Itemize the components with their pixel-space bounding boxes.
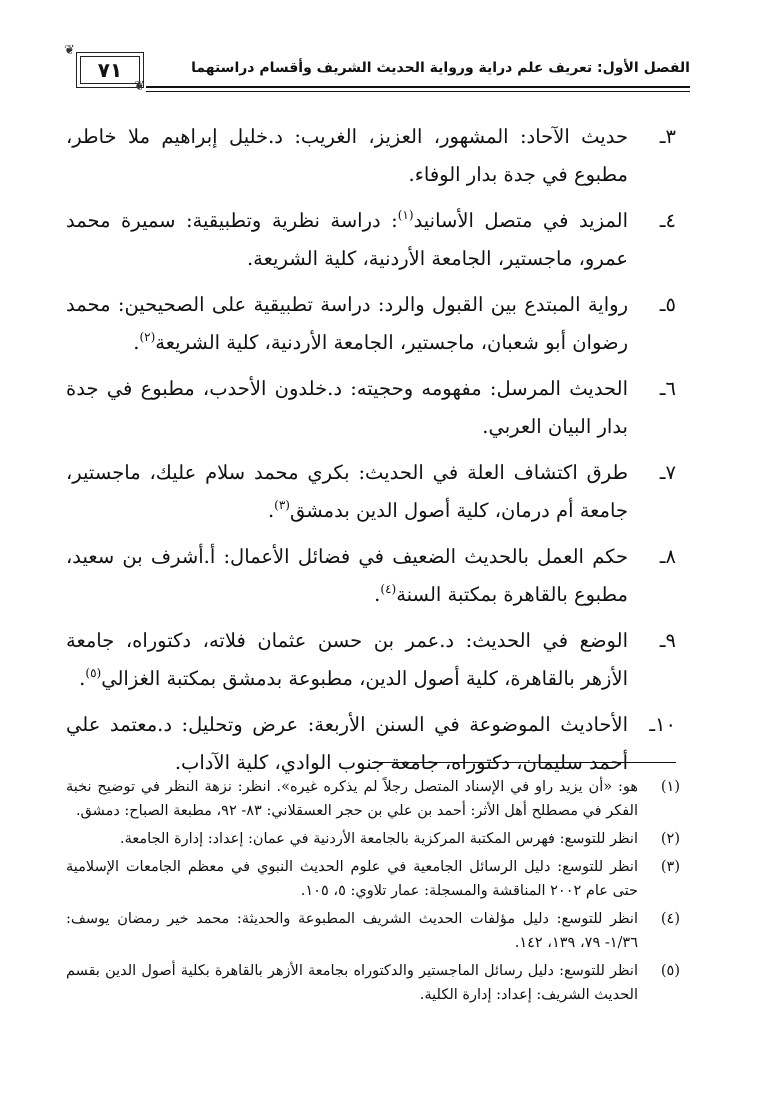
header-divider (146, 86, 690, 88)
footnote-ref: (١) (397, 208, 414, 222)
ornament-icon: ❦ (64, 43, 75, 58)
footnote-number: (٥) (660, 963, 680, 979)
list-item (66, 202, 676, 278)
list-item (66, 286, 676, 362)
footnote-text: انظر للتوسع: دليل رسائل الماجستير والدكتوراه بجامعة الأزهر بالقاهرة بكلية أصول الدين بقسم الحديث الشريف: إعداد: إدارة الكلية. (66, 963, 638, 1003)
item-text: . (133, 331, 140, 354)
footnote-ref: (٤) (380, 582, 397, 596)
list-item (66, 706, 676, 782)
footnote (66, 959, 680, 1007)
item-text: الأحاديث الموضوعة في السنن الأربعة: عرض وتحليل: د.معتمد علي أحمد سليمان، دكتوراه، جامعة جنوب الوادي، كلية الآداب. (66, 713, 628, 774)
item-text: . (79, 667, 86, 690)
item-number: ٦ـ (659, 377, 676, 400)
footnote-ref: (٥) (85, 666, 102, 680)
item-number: ٧ـ (659, 461, 676, 484)
list-item (66, 118, 676, 194)
item-number: ٥ـ (659, 293, 676, 316)
item-text: الوضع في الحديث: د.عمر بن حسن عثمان فلاته، دكتوراه، جامعة الأزهر بالقاهرة، كلية أصول الدين، مطبوعة بدمشق بمكتبة الغزالي (66, 629, 628, 690)
footnote-text: انظر للتوسع: دليل مؤلفات الحديث الشريف المطبوعة والحديثة: محمد خير رمضان يوسف: ١/٣٦- ٧٩، ١٣٩، ١٤٢. (66, 911, 638, 951)
header-divider-thin (146, 91, 690, 92)
item-text: : دراسة نظرية وتطبيقية: سميرة محمد عمرو، ماجستير، الجامعة الأردنية، كلية الشريعة. (66, 209, 628, 270)
footnote-divider (372, 762, 676, 763)
item-number: ٣ـ (659, 125, 676, 148)
footnote-ref: (٣) (274, 498, 290, 512)
footnote-number: (٢) (660, 831, 680, 847)
item-text: . (374, 583, 381, 606)
footnote (66, 855, 680, 903)
list-item (66, 370, 676, 446)
footnote-ref: (٢) (139, 330, 156, 344)
item-text: الحديث المرسل: مفهومه وحجيته: د.خلدون الأحدب، مطبوع في جدة بدار البيان العربي. (66, 377, 628, 438)
list-item (66, 538, 676, 614)
footnote (66, 827, 680, 851)
chapter-title: الفصل الأول: تعريف علم دراية ورواية الحديث الشريف وأقسام دراستهما (191, 60, 690, 76)
list-item (66, 622, 676, 698)
footnote-number: (١) (660, 779, 680, 795)
reference-list (66, 118, 676, 790)
item-number: ٩ـ (659, 629, 676, 652)
footnote-text: هو: «أن يزيد راو في الإسناد المتصل رجلاً لم يذكره غيره». انظر: نزهة النظر في توضيح نخبة الفكر في مصطلح أهل الأثر: أحمد بن علي بن حجر العسقلاني: ٨٣- ٩٢، مطبعة الصباح: دمشق. (66, 779, 638, 819)
item-number: ٨ـ (659, 545, 676, 568)
footnotes (66, 775, 680, 1011)
footnote (66, 775, 680, 823)
footnote-number: (٣) (660, 859, 680, 875)
ornament-icon: ❦ (134, 79, 145, 94)
footnote-number: (٤) (660, 911, 680, 927)
item-text: حديث الآحاد: المشهور، العزيز، الغريب: د.خليل إبراهيم ملا خاطر، مطبوع في جدة بدار الوفاء. (66, 125, 628, 186)
footnote-text: انظر للتوسع: فهرس المكتبة المركزية بالجامعة الأردنية في عمان: إعداد: إدارة الجامعة. (120, 831, 638, 847)
item-text: المزيد في متصل الأسانيد (413, 209, 628, 232)
list-item (66, 454, 676, 530)
footnote-text: انظر للتوسع: دليل الرسائل الجامعية في علوم الحديث النبوي في معظم الجامعات الإسلامية حتى عام ٢٠٠٢ المناقشة والمسجلة: عمار تلاوي: ٥، ١٠٥. (66, 859, 638, 899)
item-text: . (267, 499, 275, 522)
item-number: ٤ـ (659, 209, 676, 232)
item-text: طرق اكتشاف العلة في الحديث: بكري محمد سلام عليك، ماجستير، جامعة أم درمان، كلية أصول الدين بدمشق (66, 461, 628, 522)
running-header (64, 42, 690, 94)
page-number: ٧١ (97, 58, 123, 82)
item-text: حكم العمل بالحديث الضعيف في فضائل الأعمال: أ.أشرف بن سعيد، مطبوع بالقاهرة بمكتبة السنة (66, 545, 628, 606)
footnote (66, 907, 680, 955)
item-number: ١٠ـ (649, 713, 676, 736)
item-text: رواية المبتدع بين القبول والرد: دراسة تطبيقية على الصحيحين: محمد رضوان أبو شعبان، ماجستير، الجامعة الأردنية، كلية الشريعة (66, 293, 628, 354)
